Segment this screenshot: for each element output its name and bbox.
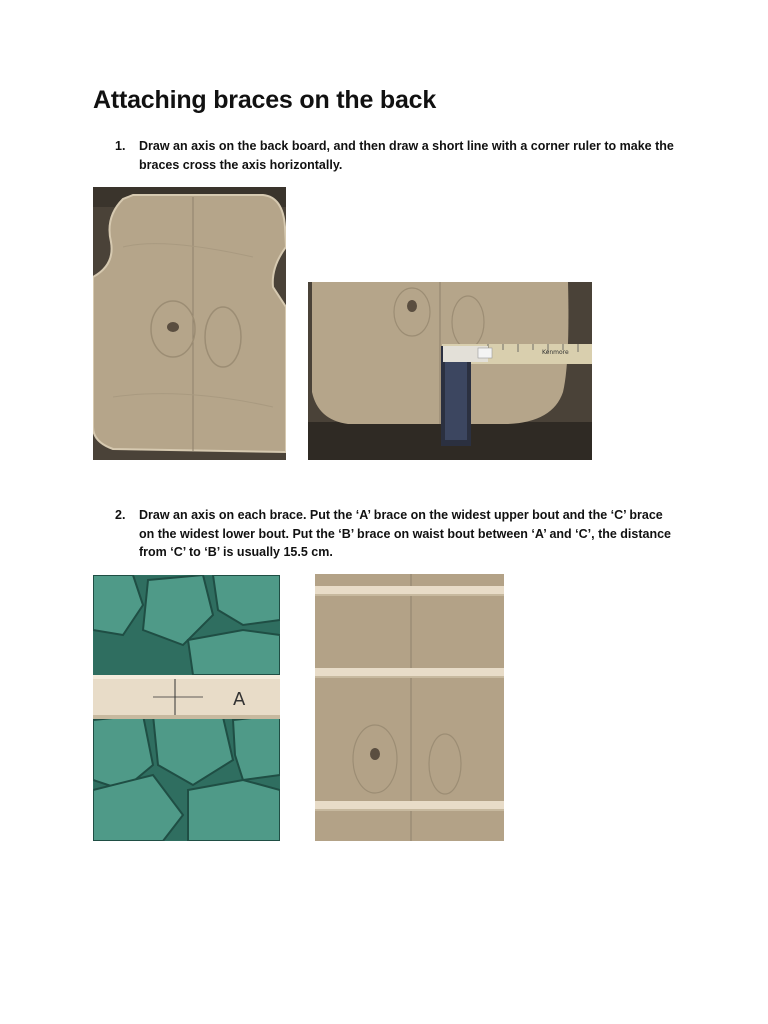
step-1-text: Draw an axis on the back board, and then draw a short line with a corner ruler to make the braces cross the axis horizontally. (139, 139, 674, 172)
step-2-text: Draw an axis on each brace. Put the ‘A’ brace on the widest upper bout and the ‘C’ brace on the widest lower bout. Put the ‘B’ brace on waist bout between ‘A’ and ‘C’, the distance from ‘C’ to ‘B’ is usually 15.5 cm. (139, 508, 672, 559)
brace-axis-photo (93, 575, 280, 841)
back-board-photo (93, 187, 286, 460)
braces-on-back-photo (315, 574, 504, 841)
brace-a-label: A (233, 689, 246, 710)
step-1 (115, 137, 675, 174)
ruler-brand-label: Kenmore (542, 349, 569, 356)
page-title: Attaching braces on the back (93, 86, 437, 114)
step-2-number: 2. (115, 508, 126, 522)
step-2 (115, 506, 675, 562)
corner-ruler-photo (308, 282, 592, 460)
step-1-number: 1. (115, 139, 126, 153)
